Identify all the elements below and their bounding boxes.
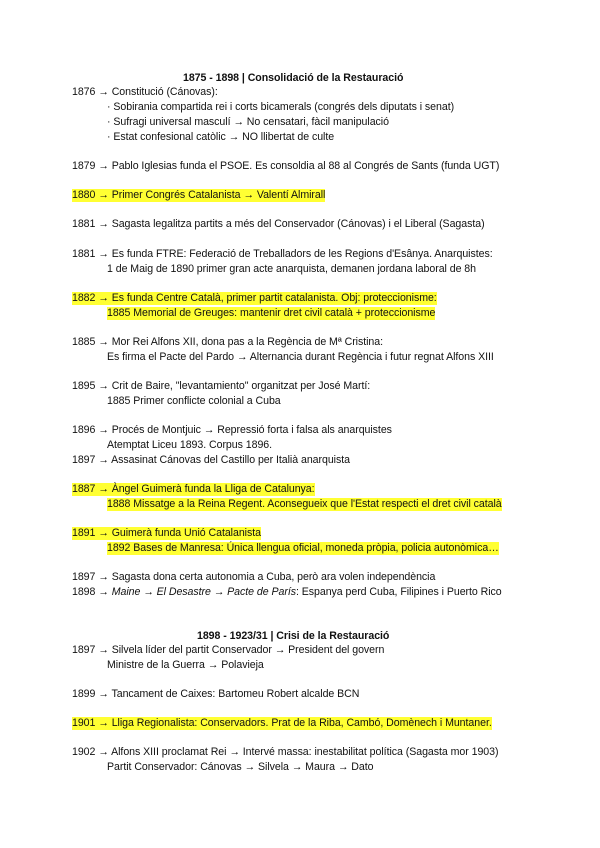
entry-1881-ftre: 1881 → Es funda FTRE: Federació de Treballadors de les Regions d'Esânya. Anarquistes: [72, 248, 493, 260]
entry-1897-canovas: 1897 → Assasinat Cánovas del Castillo per Italià anarquista [72, 454, 350, 466]
entry-1899: 1899 → Tancament de Caixes: Bartomeu Robert alcalde BCN [72, 688, 360, 700]
entry-1898 [72, 586, 502, 599]
entry-1882-detail-highlight: 1885 Memorial de Greuges: mantenir dret civil català + proteccionisme [107, 307, 436, 319]
section-title-crisi: 1898 - 1923/31 | Crisi de la Restauració [197, 630, 390, 642]
entry-1902-detail: Partit Conservador: Cánovas → Silvela → Maura → Dato [107, 761, 374, 773]
entry-1876-bullet-3: · Estat confesional catòlic → NO llibertat de culte [107, 131, 335, 143]
entry-1902: 1902 → Alfons XIII proclamat Rei → Intervé massa: inestabilitat política (Sagasta mor 1903) [72, 746, 499, 758]
entry-1876-bullet-1: · Sobirania compartida rei i corts bicamerals (congrés dels diputats i senat) [107, 101, 455, 113]
entry-1896-detail: Atemptat Liceu 1893. Corpus 1896. [107, 439, 273, 451]
entry-1881-sagasta: 1881 → Sagasta legalitza partits a més del Conservador (Cánovas) i el Liberal (Sagasta) [72, 218, 485, 230]
entry-1895: 1895 → Crit de Baire, "levantamiento" organitzat per José Martí: [72, 380, 371, 392]
entry-1891-detail-highlight: 1892 Bases de Manresa: Única llengua oficial, moneda pròpia, policia autonòmica… [107, 542, 499, 554]
section-title-consolidacio: 1875 - 1898 | Consolidació de la Restauració [183, 72, 404, 84]
entry-1885: 1885 → Mor Rei Alfons XII, dona pas a la Regència de Mª Cristina: [72, 336, 383, 348]
entry-1882-highlight: 1882 → Es funda Centre Català, primer partit catalanista. Obj: proteccionisme: [72, 292, 437, 304]
entry-1901-highlight: 1901 → Lliga Regionalista: Conservadors. Prat de la Riba, Cambó, Domènech i Muntaner. [72, 717, 492, 729]
entry-1895-detail: 1885 Primer conflicte colonial a Cuba [107, 395, 281, 407]
entry-1887-detail-highlight: 1888 Missatge a la Reina Regent. Aconsegueix que l'Estat respecti el dret civil català [107, 498, 502, 510]
entry-1896: 1896 → Procés de Montjuic → Repressió forta i falsa als anarquistes [72, 424, 392, 436]
entry-1876-bullet-2: · Sufragi universal masculí → No censatari, fàcil manipulació [107, 116, 389, 128]
entry-1876: 1876 → Constitució (Cánovas): [72, 86, 218, 98]
entry-1897-silvela: 1897 → Silvela líder del partit Conservador → President del govern [72, 644, 385, 656]
entry-1897-cuba: 1897 → Sagasta dona certa autonomia a Cuba, però ara volen independència [72, 571, 436, 583]
entry-1881-ftre-detail: 1 de Maig de 1890 primer gran acte anarquista, demanen jordana laboral de 8h [107, 263, 476, 275]
entry-1885-detail: Es firma el Pacte del Pardo → Alternancia durant Regència i futur regnat Alfons XIII [107, 351, 494, 363]
entry-1898-italic-events: Maine → El Desastre → Pacte de París [111, 586, 296, 598]
entry-1887-highlight: 1887 → Àngel Guimerà funda la Lliga de Catalunya: [72, 483, 315, 495]
entry-1891-highlight: 1891 → Guimerà funda Unió Catalanista [72, 527, 261, 539]
entry-1898-year: 1898 → [72, 586, 112, 598]
entry-1879: 1879 → Pablo Iglesias funda el PSOE. Es consoldia al 88 al Congrés de Sants (funda UGT) [72, 160, 500, 172]
entry-1880-highlight: 1880 → Primer Congrés Catalanista → Valentí Almirall [72, 189, 326, 201]
entry-1898-outcome: : Espanya perd Cuba, Filipines i Puerto Rico [295, 586, 502, 598]
entry-1897-silvela-detail: Ministre de la Guerra → Polavieja [107, 659, 264, 671]
